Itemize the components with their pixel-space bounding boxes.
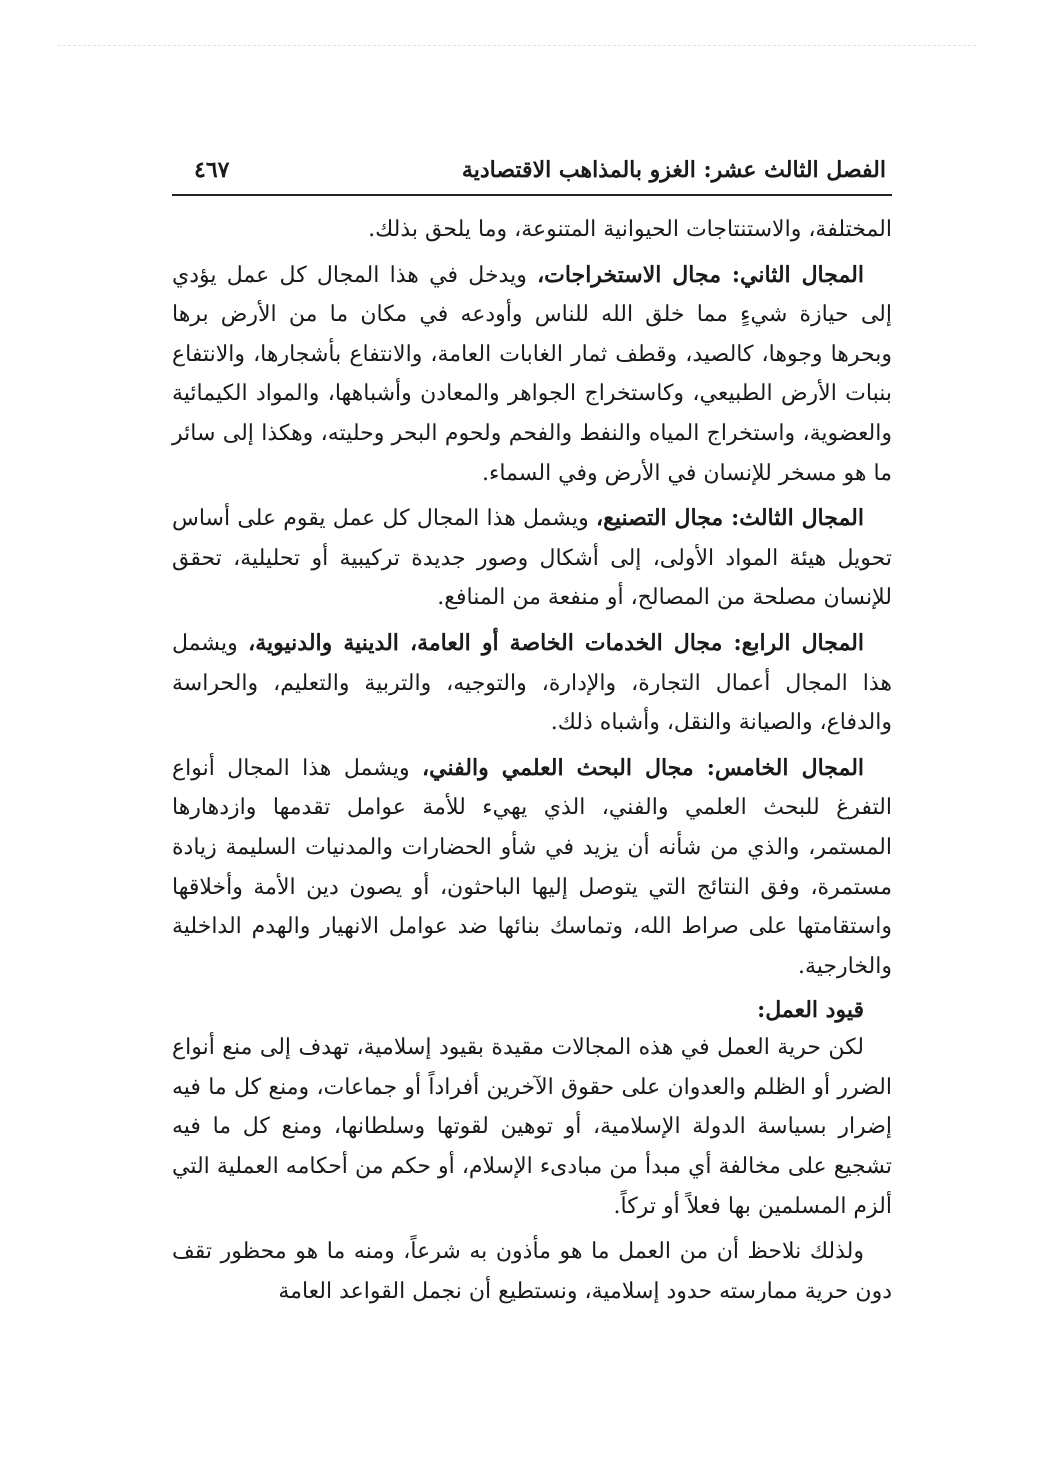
paragraph-text: ويدخل في هذا المجال كل عمل يؤدي إلى حيازة شيءٍ مما خلق الله للناس وأودعه في مكان ما من الأرض برها وبحرها وجوها، كالصيد، وقطف ثمار الغابات العامة، والانتفاع بأشجارها، والانتفاع بنبات الأرض الطبيعي، وكاستخراج الجواهر والمعادن وأشباهها، والمواد الكيمائية والعضوية، واستخراج المياه والنفط والفحم ولحوم البحر وحليته، وهكذا إلى سائر ما هو مسخر للإنسان في الأرض وفي السماء. bbox=[172, 262, 892, 486]
paragraph-text: ويشمل هذا المجال أعمال التجارة، والإدارة، والتوجيه، والتربية والتعليم، والحراسة والدفاع، والصيانة والنقل، وأشباه ذلك. bbox=[172, 630, 892, 736]
paragraph-text: لكن حرية العمل في هذه المجالات مقيدة بقيود إسلامية، تهدف إلى منع أنواع الضرر أو الظلم والعدوان على حقوق الآخرين أفراداً أو جماعات، ومنع كل ما فيه إضرار بسياسة الدولة الإسلامية، أو توهين لقوتها وسلطانها، ومنع كل ما فيه تشجيع على مخالفة أي مبدأ من مبادىء الإسلام، أو حكم من أحكامه العملية التي ألزم المسلمين بها فعلاً أو تركاً. bbox=[172, 1035, 892, 1219]
book-page bbox=[172, 150, 892, 1317]
field-title: المجال الثاني: مجال الاستخراجات، bbox=[537, 261, 864, 288]
header-rule bbox=[172, 194, 892, 196]
field-title: المجال الخامس: مجال البحث العلمي والفني، bbox=[422, 754, 865, 781]
paragraph-text: المختلفة، والاستنتاجات الحيوانية المتنوعة، وما يلحق بذلك. bbox=[368, 217, 892, 242]
paragraph-fourth-field bbox=[172, 624, 892, 743]
paragraph-text: ويشمل هذا المجال كل عمل يقوم على أساس تحويل هيئة المواد الأولى، إلى أشكال وصور جديدة تركيبية أو تحليلية، تحقق للإنسان مصلحة من المصالح، أو منفعة من المنافع. bbox=[172, 506, 892, 611]
paragraph-conclusion bbox=[172, 1232, 892, 1311]
page-number: ٤٦٧ bbox=[194, 157, 230, 183]
paragraph-second-field bbox=[172, 256, 892, 494]
page-body bbox=[172, 210, 892, 1311]
paragraph-restrictions bbox=[172, 1028, 892, 1226]
field-title: المجال الرابع: مجال الخدمات الخاصة أو العامة، الدينية والدنيوية، bbox=[248, 629, 864, 656]
paragraph-continuation bbox=[172, 210, 892, 250]
paragraph-fifth-field bbox=[172, 749, 892, 987]
section-heading: قيود العمل: bbox=[757, 997, 864, 1024]
running-header bbox=[172, 150, 892, 190]
field-title: المجال الثالث: مجال التصنيع، bbox=[596, 505, 864, 532]
page-top-rule bbox=[58, 45, 976, 46]
paragraph-text: ويشمل هذا المجال أنواع التفرغ للبحث العلمي والفني، الذي يهيء للأمة عوامل تقدمها وازدهارها المستمر، والذي من شأنه أن يزيد في شأو الحضارات والمدنيات السليمة زيادة مستمرة، وفق النتائج التي يتوصل إليها الباحثون، أو يصون دين الأمة وأخلاقها واستقامتها على صراط الله، وتماسك بنائها ضد عوامل الانهيار والهدم الداخلية والخارجية. bbox=[172, 755, 893, 979]
chapter-title: الفصل الثالث عشر: الغزو بالمذاهب الاقتصادية bbox=[461, 157, 886, 183]
paragraph-third-field bbox=[172, 499, 892, 618]
paragraph-text: ولذلك نلاحظ أن من العمل ما هو مأذون به شرعاً، ومنه ما هو محظور تقف دون حرية ممارسته حدود إسلامية، ونستطيع أن نجمل القواعد العامة bbox=[172, 1239, 892, 1304]
